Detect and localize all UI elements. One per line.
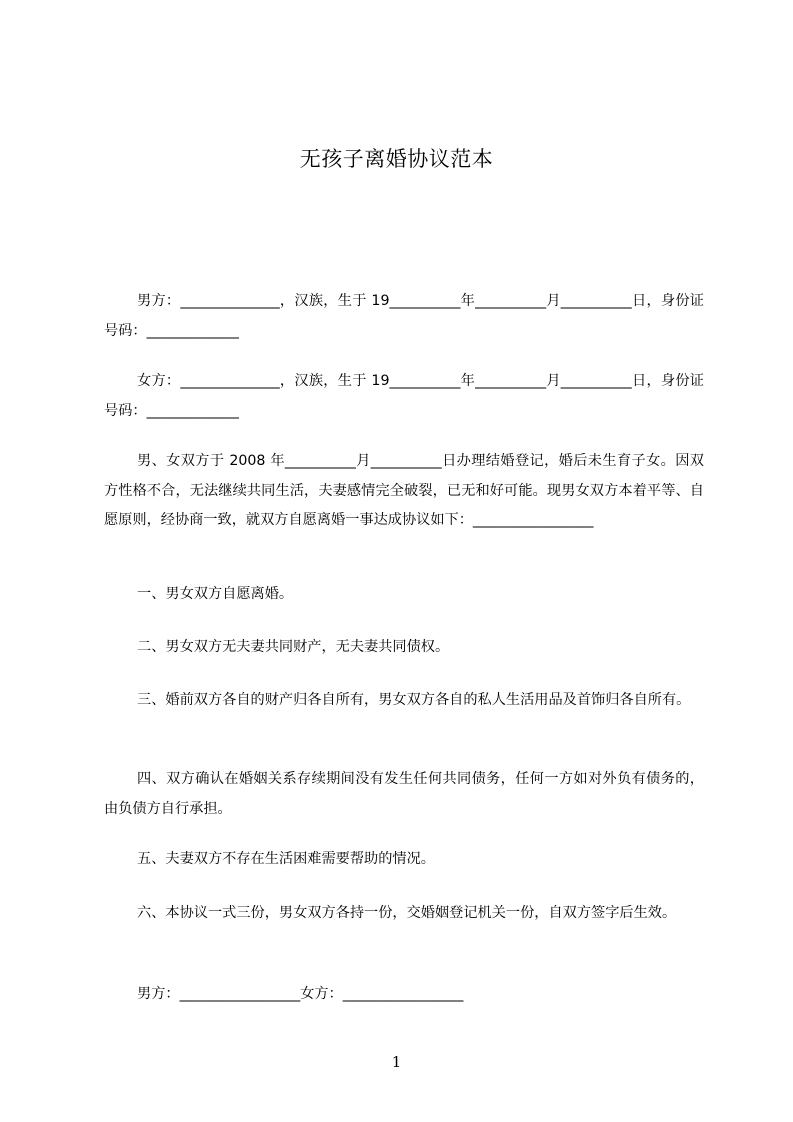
clause-5: 五、夫妻双方不存在生活困难需要帮助的情况。 — [137, 851, 435, 867]
page-number: 1 — [391, 1053, 402, 1071]
clause-6: 六、本协议一式三份，男女双方各持一份，交婚姻登记机关一份，自双方签字后生效。 — [137, 905, 677, 921]
signature-line: 男方：_________________女方：_________________ — [137, 986, 464, 1002]
intro-paragraph: 男、女双方于 2008 年__________月__________日办理结婚登记，婚后未生育子女。因双方性格不合，无法继续共同生活，夫妻感情完全破裂，已无和好可能。现男女双方本着平等、自愿原则，经协商一致，就双方自愿离婚一事达成协议如下：_________________ — [104, 453, 704, 528]
male-party-info: 男方：______________，汉族，生于 19__________年__________月__________日，身份证号码：_____________ — [104, 293, 704, 339]
female-party-info: 女方：______________，汉族，生于 19__________年__________月__________日，身份证号码：_____________ — [104, 373, 704, 419]
clause-3: 三、婚前双方各自的财产归各自所有，男女双方各自的私人生活用品及首饰归各自所有。 — [137, 692, 691, 708]
clause-4: 四、双方确认在婚姻关系存续期间没有发生任何共同债务，任何一方如对外负有债务的，由负债方自行承担。 — [104, 771, 704, 817]
clause-2: 二、男女双方无夫妻共同财产，无夫妻共同债权。 — [137, 639, 450, 655]
clause-1: 一、男女双方自愿离婚。 — [137, 586, 294, 602]
document-title: 无孩子离婚协议范本 — [299, 147, 494, 171]
